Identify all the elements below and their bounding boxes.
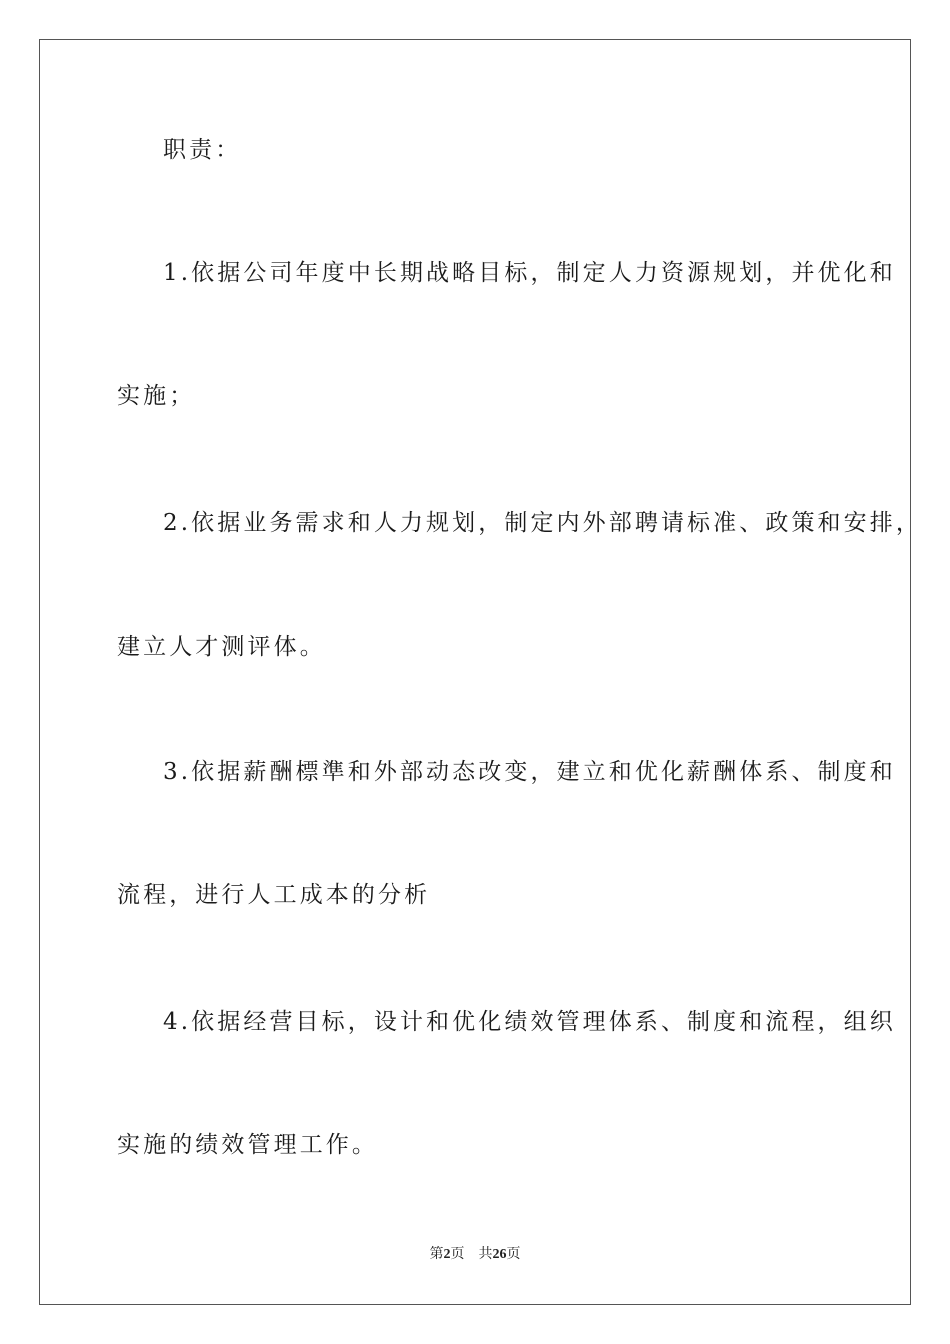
paragraph-4-line-1: 4.依据经营目标，设计和优化绩效管理体系、制度和流程，组织 bbox=[163, 1009, 896, 1035]
paragraph-2-line-1: 2.依据业务需求和人力规划，制定内外部聘请标准、政策和安排， bbox=[163, 510, 922, 536]
page-border bbox=[39, 39, 911, 1305]
footer-page-number: 2 bbox=[443, 1247, 451, 1262]
page-footer bbox=[0, 1246, 950, 1264]
paragraph-4-line-2: 实施的绩效管理工作。 bbox=[117, 1132, 378, 1158]
paragraph-1-line-2: 实施； bbox=[117, 383, 196, 409]
paragraph-2-line-2: 建立人才测评体。 bbox=[117, 634, 326, 660]
heading-duties: 职责： bbox=[163, 137, 242, 163]
footer-page-suffix: 页 bbox=[450, 1247, 465, 1262]
footer-page-prefix: 第 bbox=[429, 1247, 444, 1262]
paragraph-3-line-1: 3.依据薪酬標準和外部动态改变，建立和优化薪酬体系、制度和 bbox=[163, 759, 896, 785]
paragraph-3-line-2: 流程，进行人工成本的分析 bbox=[117, 882, 431, 908]
footer-total-prefix: 共 bbox=[478, 1247, 493, 1262]
footer-total-pages: 26 bbox=[492, 1247, 507, 1262]
footer-total-suffix: 页 bbox=[506, 1247, 521, 1262]
paragraph-1-line-1: 1.依据公司年度中长期战略目标，制定人力资源规划，并优化和 bbox=[163, 260, 896, 286]
